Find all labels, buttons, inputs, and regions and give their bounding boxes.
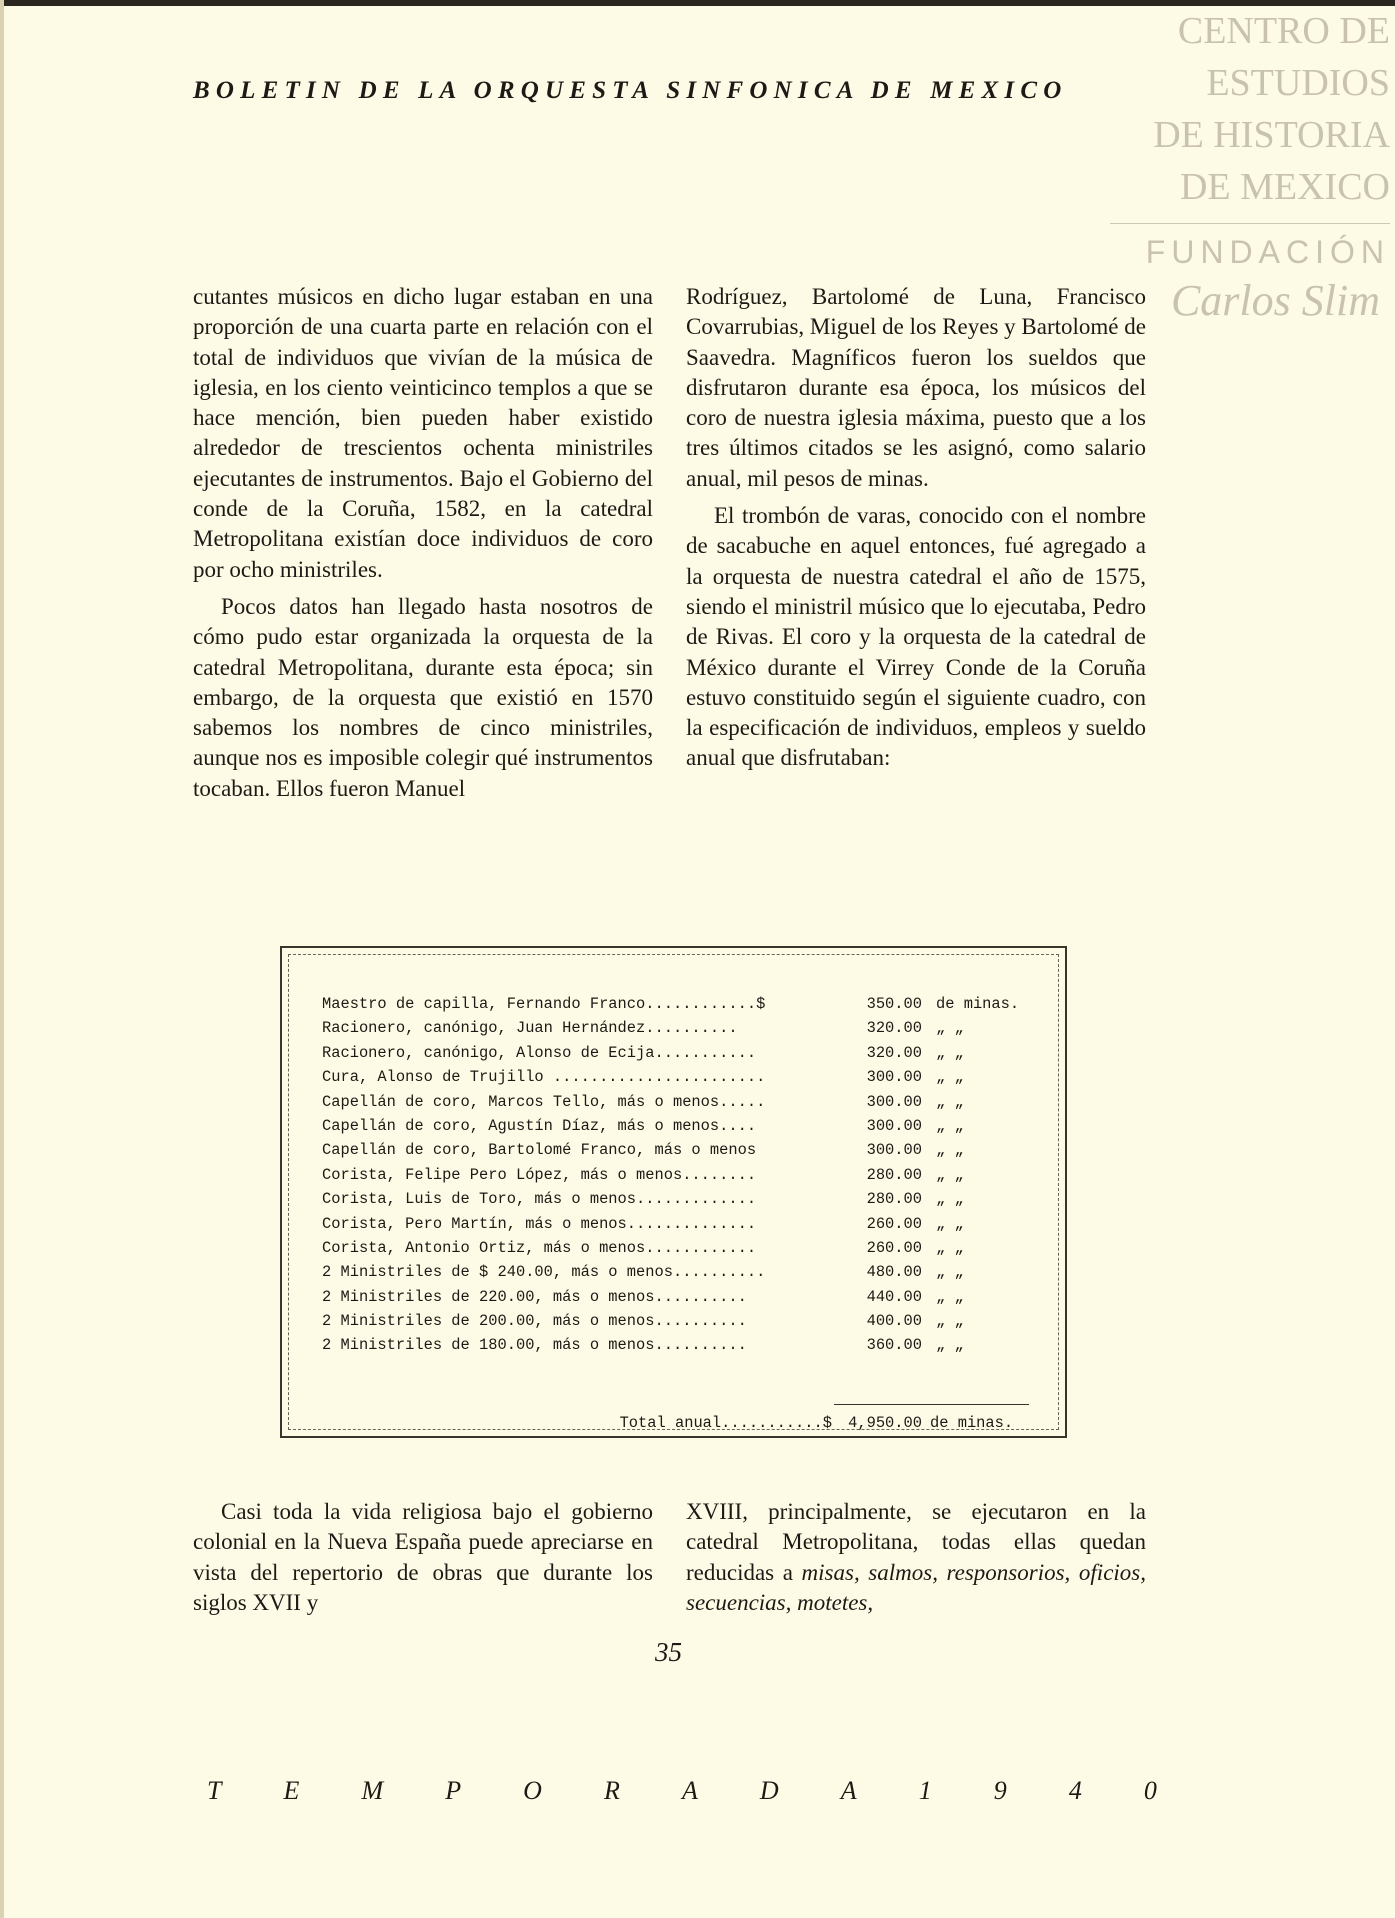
salary-table <box>280 946 1067 1438</box>
row-amount: 280.00 <box>866 1190 922 1209</box>
row-unit: „ „ <box>936 1238 964 1257</box>
table-row <box>322 1309 1030 1333</box>
row-unit: „ „ <box>936 1263 964 1282</box>
row-amount: 350.00 <box>866 995 922 1013</box>
footer-letter: 1 <box>918 1776 932 1805</box>
total-unit: de minas. <box>930 1414 1014 1432</box>
running-header: BOLETIN DE LA ORQUESTA SINFONICA DE MEXICO <box>193 77 1068 104</box>
paragraph-italic: misas, salmos, responsorios, oficios, secuencias, motetes, <box>686 1559 1146 1615</box>
row-amount: 260.00 <box>866 1214 922 1233</box>
total-rule <box>834 1404 1029 1405</box>
row-description: Maestro de capilla, Fernando Franco............$ <box>322 995 766 1013</box>
row-amount: 300.00 <box>866 1116 922 1135</box>
row-unit: „ „ <box>936 1165 964 1184</box>
total-row <box>322 1410 1030 1436</box>
row-description: Cura, Alonso de Trujillo ....................... <box>322 1068 766 1087</box>
footer-letter: 4 <box>1068 1776 1082 1805</box>
row-amount: 260.00 <box>866 1238 922 1257</box>
row-unit: „ „ <box>936 1336 964 1355</box>
row-amount: 360.00 <box>866 1336 922 1355</box>
watermark-foundation: FUNDACIÓN <box>1145 234 1390 270</box>
footer-letter: D <box>759 1776 779 1805</box>
footer-letter: A <box>681 1776 698 1805</box>
row-amount: 480.00 <box>866 1263 922 1282</box>
table-row <box>322 1114 1030 1138</box>
table-row <box>322 1065 1030 1089</box>
row-unit: „ „ <box>936 1068 964 1087</box>
footer-letter: M <box>361 1776 384 1805</box>
table-row <box>322 1041 1030 1065</box>
watermark-line: DE HISTORIA <box>1153 114 1390 156</box>
table-row <box>322 1138 1030 1162</box>
footer-letter: O <box>523 1776 542 1805</box>
left-column <box>193 282 653 804</box>
right-column <box>686 282 1146 774</box>
row-unit: „ „ <box>936 1141 964 1160</box>
table-row <box>322 1163 1030 1187</box>
row-unit: „ „ <box>936 1312 964 1331</box>
row-amount: 300.00 <box>866 1092 922 1111</box>
table-row <box>322 1236 1030 1260</box>
row-unit: „ „ <box>936 1287 964 1306</box>
total-amount: 4,950.00 <box>848 1414 922 1432</box>
table-row <box>322 1285 1030 1309</box>
table-row <box>322 1016 1030 1040</box>
table-row <box>322 1187 1030 1211</box>
bottom-right-column <box>686 1497 1146 1618</box>
row-description: 2 Ministriles de 180.00, más o menos.......... <box>322 1336 747 1355</box>
paragraph: cutantes músicos en dicho lugar estaban en una proporción de una cuarta parte en relación con el total de individuos que vivían de la música de iglesia, en los ciento veinticinco templos a que se hace mención, bien pueden haber existido alrededor de trescientos ochenta ministriles ejecutantes de instrumentos. Bajo el Gobierno del conde de la Coruña, 1582, en la catedral Metropolitana existían doce individuos de coro por ocho ministriles. <box>193 284 653 582</box>
row-description: Corista, Pero Martín, más o menos.............. <box>322 1214 757 1233</box>
row-description: 2 Ministriles de $ 240.00, más o menos.......... <box>322 1263 766 1282</box>
row-unit: „ „ <box>936 1019 964 1038</box>
row-unit: „ „ <box>936 1043 964 1062</box>
table-row <box>322 1333 1030 1357</box>
salary-rows <box>322 992 1030 1432</box>
row-description: 2 Ministriles de 220.00, más o menos.......... <box>322 1287 747 1306</box>
left-edge <box>0 0 4 1918</box>
row-unit: „ „ <box>936 1116 964 1135</box>
watermark <box>1110 5 1390 328</box>
footer-letter: A <box>840 1776 857 1805</box>
row-description: Capellán de coro, Agustín Díaz, más o menos.... <box>322 1116 757 1135</box>
watermark-line: DE MEXICO <box>1179 166 1390 208</box>
row-amount: 300.00 <box>866 1141 922 1160</box>
row-description: Corista, Luis de Toro, más o menos............. <box>322 1190 757 1209</box>
row-description: Racionero, canónigo, Juan Hernández.......... <box>322 1019 738 1038</box>
total-label: Total anual...........$ <box>619 1414 832 1432</box>
row-unit: „ „ <box>936 1214 964 1233</box>
row-description: Capellán de coro, Bartolomé Franco, más o menos <box>322 1141 757 1160</box>
row-amount: 440.00 <box>866 1287 922 1306</box>
row-description: Capellán de coro, Marcos Tello, más o menos..... <box>322 1092 766 1111</box>
row-amount: 320.00 <box>866 1043 922 1062</box>
row-amount: 280.00 <box>866 1165 922 1184</box>
paragraph-text: XVIII, principalmente, se ejecutaron en la catedral Metropolitana, todas ellas quedan reducidas a <box>686 1499 1146 1585</box>
row-description: 2 Ministriles de 200.00, más o menos.......... <box>322 1312 747 1331</box>
row-unit: de minas. <box>936 995 1020 1013</box>
paragraph <box>686 1497 1146 1618</box>
table-row <box>322 992 1030 1016</box>
paragraph: Rodríguez, Bartolomé de Luna, Francisco Covarrubias, Miguel de los Reyes y Bartolomé de Saavedra. Magníficos fueron los sueldos que disfrutaron durante esa época, los músicos del coro de nuestra iglesia máxima, puesto que a los tres últimos citados se les asignó, como salario anual, mil pesos de minas. <box>686 284 1146 491</box>
footer-letter: P <box>445 1776 462 1805</box>
row-description: Corista, Felipe Pero López, más o menos........ <box>322 1165 757 1184</box>
bottom-left-column <box>193 1497 653 1618</box>
paragraph: Pocos datos han llegado hasta nosotros de cómo pudo estar organizada la orquesta de la catedral Metropolitana, durante esta época; sin embargo, de la orquesta que existió en 1570 sabemos los nombres de cinco ministriles, aunque nos es imposible colegir qué instrumentos tocaban. Ellos fueron Manuel <box>193 593 653 801</box>
row-description: Racionero, canónigo, Alonso de Ecija........... <box>322 1043 757 1062</box>
watermark-divider <box>1110 223 1390 224</box>
row-amount: 300.00 <box>866 1068 922 1087</box>
watermark-line: ESTUDIOS <box>1206 62 1390 104</box>
footer-letter: T <box>207 1776 222 1805</box>
row-amount: 400.00 <box>866 1312 922 1331</box>
running-footer <box>207 1776 1157 1806</box>
paragraph: El trombón de varas, conocido con el nombre de sacabuche en aquel entonces, fué agregado a la orquesta de nuestra catedral el año de 1575, siendo el ministril músico que lo ejecutaba, Pedro de Rivas. El coro y la orquesta de la catedral de México durante el Virrey Conde de la Coruña estuvo constituido según el siguiente cuadro, con la especificación de individuos, empleos y sueldo anual que disfrutaban: <box>686 503 1146 771</box>
watermark-line: CENTRO DE <box>1177 10 1390 52</box>
row-unit: „ „ <box>936 1190 964 1209</box>
row-unit: „ „ <box>936 1092 964 1111</box>
table-row <box>322 1212 1030 1236</box>
row-description: Corista, Antonio Ortiz, más o menos............ <box>322 1238 757 1257</box>
table-row <box>322 1260 1030 1284</box>
footer-letter: E <box>283 1776 300 1805</box>
watermark-signature: Carlos Slim <box>1170 276 1380 325</box>
table-row <box>322 1090 1030 1114</box>
row-amount: 320.00 <box>866 1019 922 1038</box>
footer-letter: 9 <box>993 1776 1007 1805</box>
paragraph: Casi toda la vida religiosa bajo el gobierno colonial en la Nueva España puede apreciarse en vista del repertorio de obras que durante los siglos XVII y <box>193 1499 653 1615</box>
footer-letter: R <box>604 1776 620 1805</box>
footer-letter: 0 <box>1143 1776 1157 1805</box>
page-number: 35 <box>655 1637 682 1667</box>
